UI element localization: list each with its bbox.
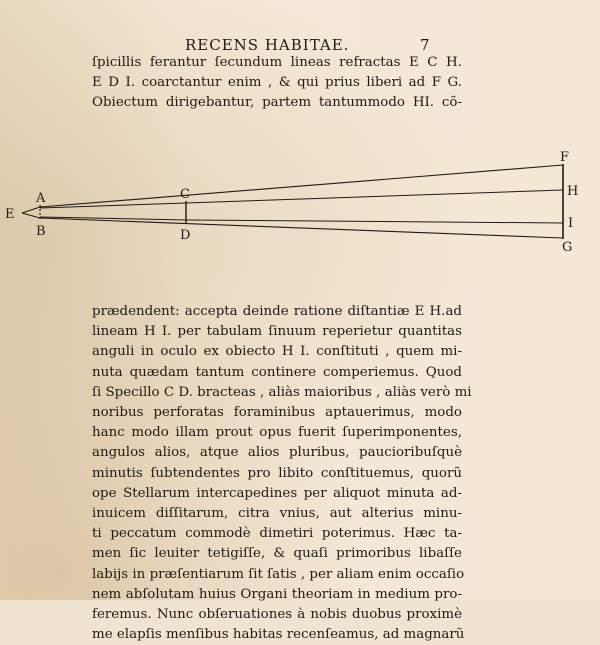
text-line: E D I. coarctantur enim , & qui prius liberi ad F G. (92, 75, 462, 91)
text-line: nuta quædam tantum continere comperiemus. Quod (92, 364, 462, 380)
ray-a-f (40, 165, 563, 207)
ray-e-a (22, 207, 40, 213)
text-line: ſi Specillo C D. bracteas , aliàs maioribus , aliàs verò mi (92, 384, 472, 400)
label-b: B (36, 224, 46, 239)
text-line: me elapſis menſibus habitas recenſeamus, ad magnarũ (92, 627, 465, 643)
top-paragraph (92, 53, 462, 114)
running-header: RECENS HABITAE. (185, 36, 350, 54)
label-i: I (568, 216, 574, 231)
text-line: lineam H I. per tabulam ſinuum reperietur quantitas (92, 324, 462, 340)
optics-diagram (0, 150, 600, 260)
label-a: A (36, 191, 46, 206)
label-f: F (560, 150, 570, 165)
ray-e-b (22, 213, 40, 218)
label-g: G (562, 240, 573, 255)
label-h: H (567, 184, 579, 199)
text-line: angulos alios, atque alios pluribus, paucioribuſquè (92, 445, 462, 461)
text-line: feremus. Nunc obſeruationes à nobis duobus proximè (92, 607, 462, 623)
text-line: hanc modo illam prout opus fuerit ſuperimponentes, (92, 425, 462, 441)
main-paragraph (92, 302, 472, 645)
label-d: D (180, 228, 191, 243)
text-line: labijs in præſentiarum ſit ſatis , per aliam enim occaſio (92, 566, 465, 582)
label-e: E (5, 207, 15, 222)
text-line: Obiectum dirigebantur, partem tantummodo HI. cõ- (92, 95, 462, 111)
text-line: nem abſolutam huius Organi theoriam in medium pro- (92, 586, 462, 602)
label-c: C (180, 187, 190, 202)
text-line: ti peccatum commodè dimetiri poterimus. Hæc ta- (92, 526, 462, 542)
text-line: inuicem diſſitarum, citra vnius, aut alterius minu- (92, 506, 462, 522)
text-line: prædendent: accepta deinde ratione diſtantiæ E H.ad (92, 304, 462, 319)
text-line: ſpicillis ferantur ſecundum lineas refractas E C H. (92, 55, 462, 70)
text-line: ope Stellarum intercapedines per aliquot minuta ad- (92, 485, 462, 501)
ray-c-h (186, 190, 563, 203)
page-number: 7 (420, 36, 430, 54)
text-line: anguli in oculo ex obiecto H I. conſtituti , quem mi- (92, 344, 462, 360)
text-line: men ſic leuiter tetigiſſe, & quaſi primoribus libaſſe (92, 546, 462, 562)
text-line: minutis ſubtendentes pro libito conſtituemus, quorũ (92, 465, 462, 481)
ray-d-i (186, 220, 563, 223)
text-line: noribus perforatas foraminibus aptauerimus, modo (92, 405, 462, 421)
